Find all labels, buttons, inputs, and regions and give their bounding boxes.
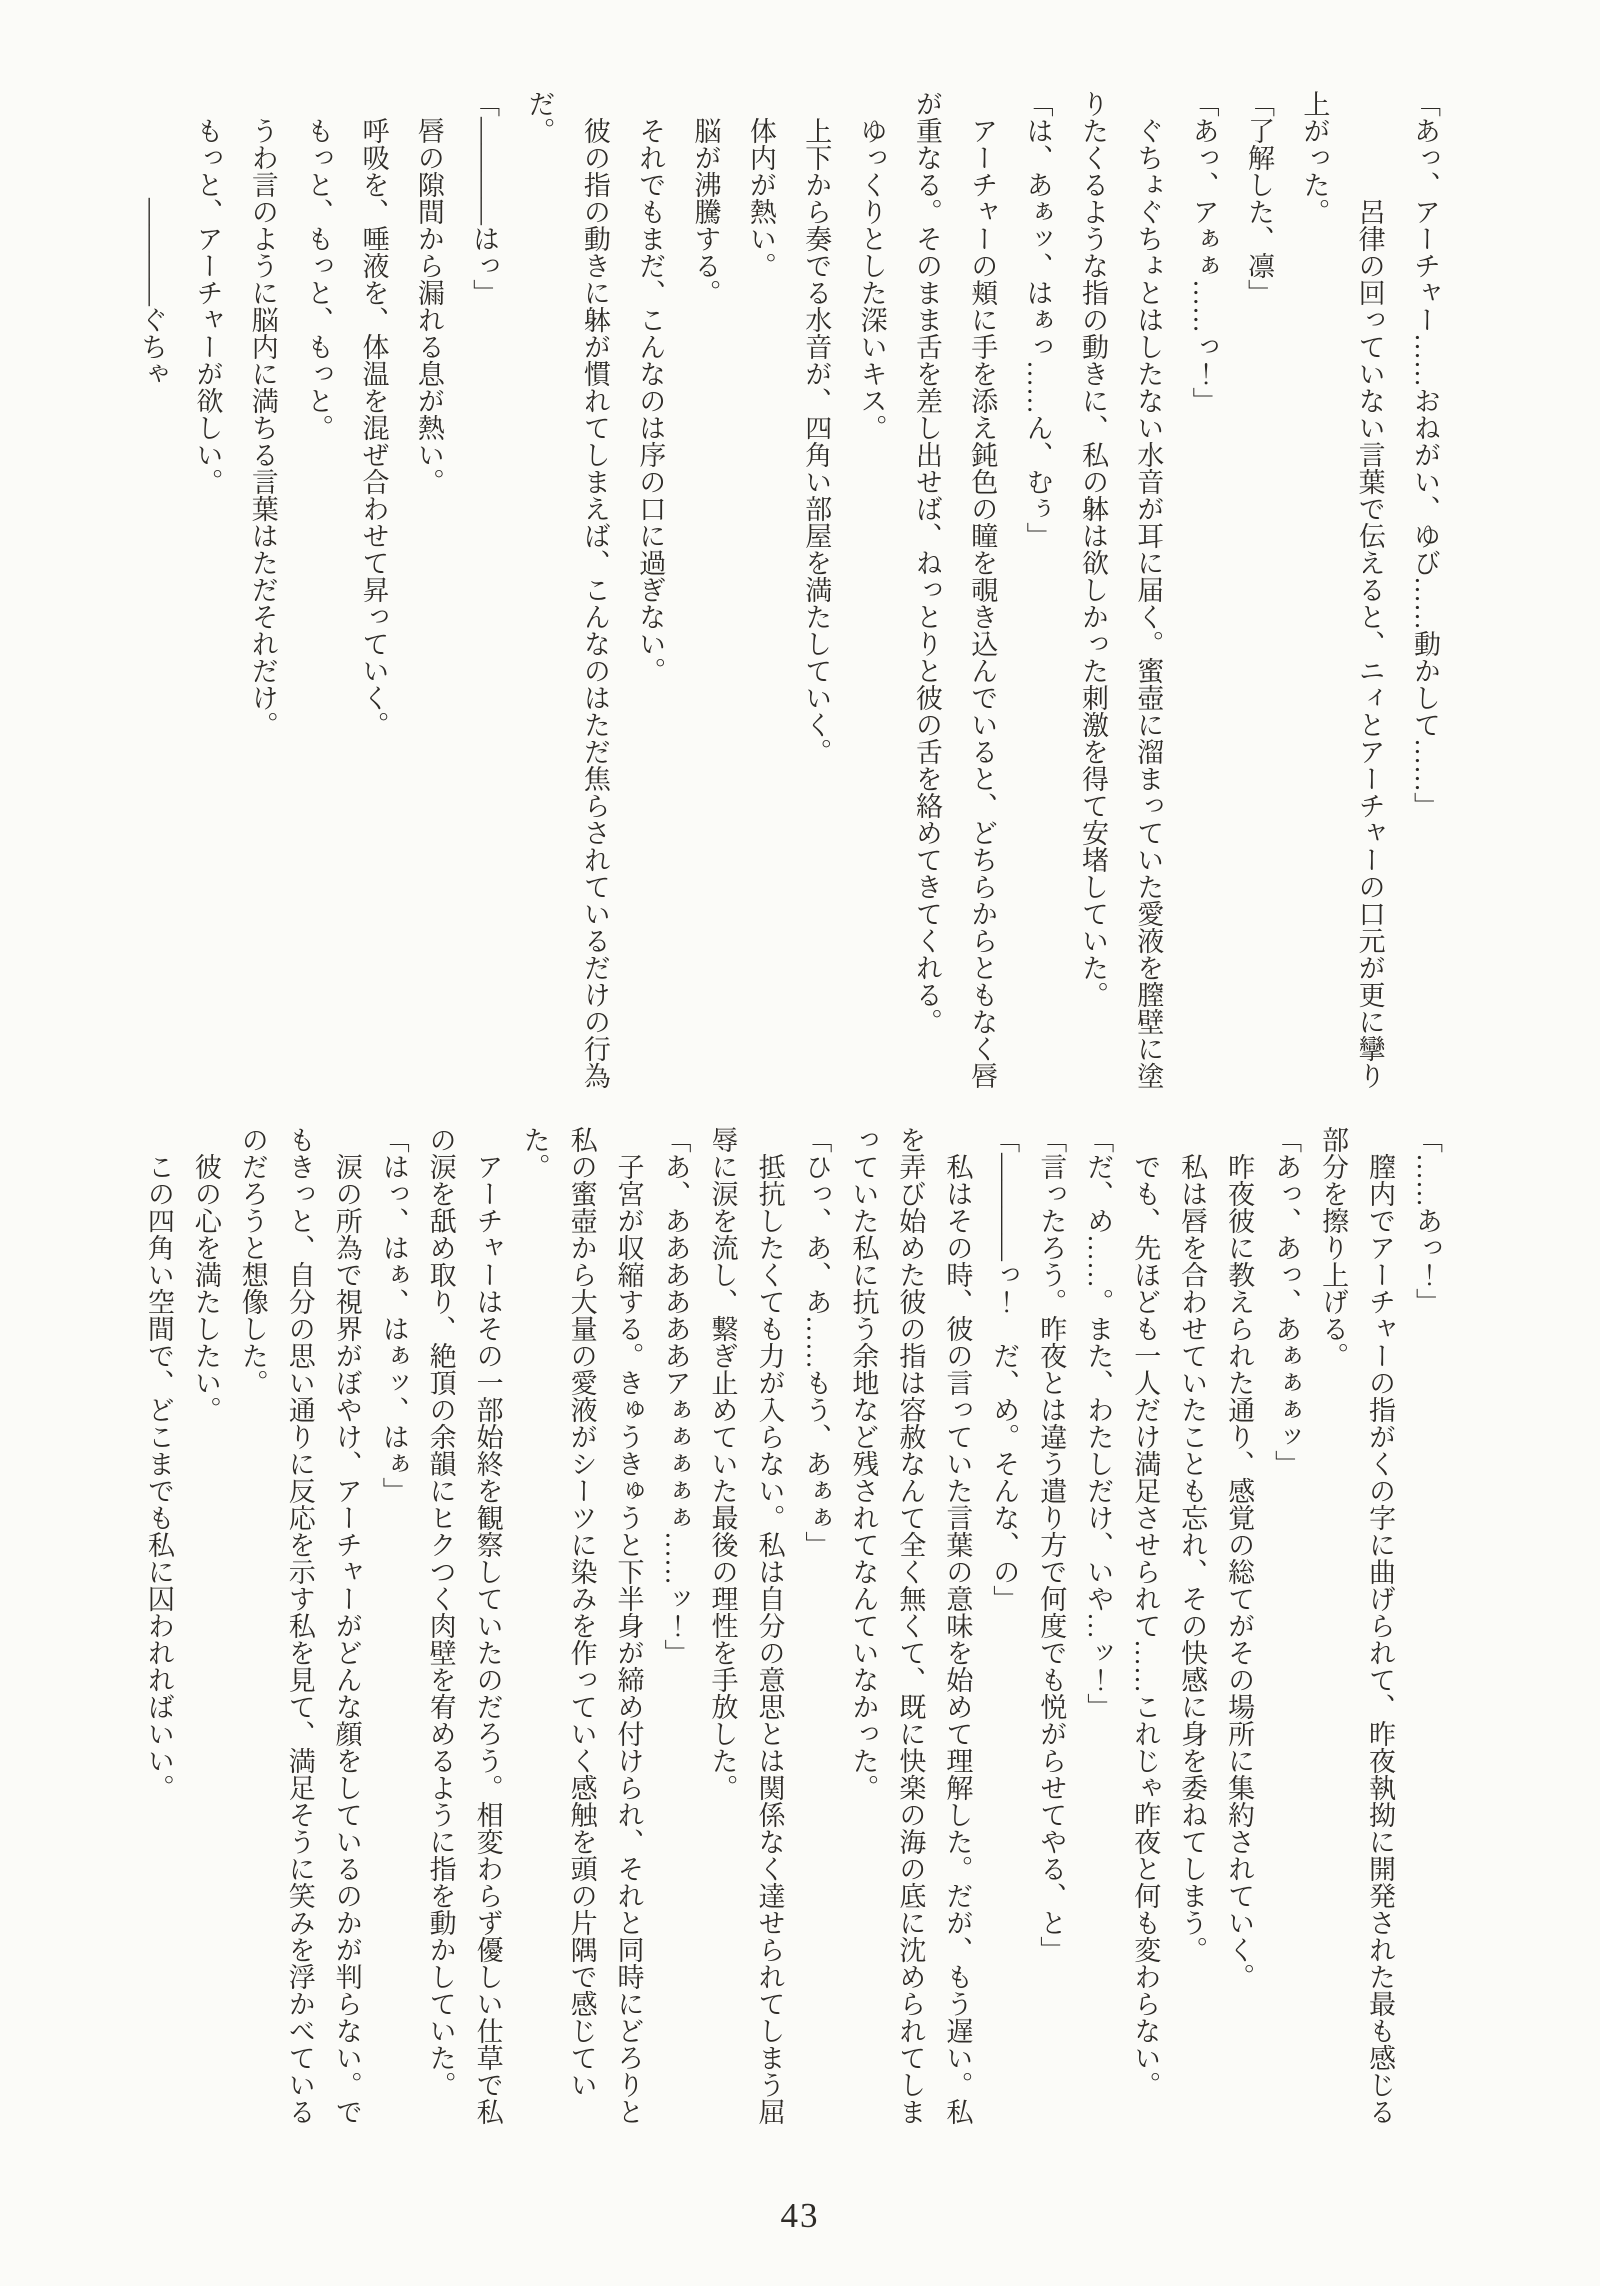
paragraph: 彼の心を満たしたい。 xyxy=(190,1153,221,1423)
paragraph: ゆっくりとした深いキス。 xyxy=(856,117,887,441)
paragraph: 「あっ、アぁぁ……っ！」 xyxy=(1188,90,1219,414)
paragraph: ぐちょぐちょとはしたない水音が耳に届く。蜜壺に溜まっていた愛液を膣壁に塗りたくるような指の動きに、私の躰は欲しかった刺激を得て安堵していた。 xyxy=(1077,90,1164,1089)
paragraph: それでもまだ、こんなのは序の口に過ぎない。 xyxy=(635,117,666,684)
text-block-lower xyxy=(120,1126,1450,2128)
paragraph: 「……あっ！」 xyxy=(1412,1126,1442,1315)
page-number: 43 xyxy=(780,2196,820,2235)
paragraph: 「――――はっ」 xyxy=(469,90,500,306)
paragraph: うわ言のように脳内に満ちる言葉はただそれだけ。 xyxy=(247,117,278,738)
paragraph: 「はっ、はぁ、はぁッ、はぁ」 xyxy=(378,1126,409,1504)
paragraph: もっと、アーチャーが欲しい。 xyxy=(192,117,223,495)
paragraph: 膣内でアーチャーの指がくの字に曲げられて、昨夜執拗に開発された最も感じる部分を擦り上げる。 xyxy=(1318,1126,1396,2125)
paragraph: アーチャーの頬に手を添え鈍色の瞳を覗き込んでいると、どちらからともなく唇が重なる。そのまま舌を差し出せば、ねっとりと彼の舌を絡めてきてくれる。 xyxy=(911,90,998,1089)
paragraph: 「あっ、アーチャー……おねがい、ゆび……動かして……」 xyxy=(1410,90,1440,819)
paragraph: 彼の指の動きに躰が慣れてしまえば、こんなのはただ焦らされているだけの行為だ。 xyxy=(524,90,610,1089)
paragraph: 「あ、ああああああアぁぁぁぁぁ……ッ！」 xyxy=(660,1126,691,1666)
paragraph: 涙の所為で視界がぼやけ、アーチャーがどんな顔をしているのかが判らない。でもきっと、自分の思い通りに反応を示す私を見て、満足そうに笑みを浮かべているのだろうと想像した。 xyxy=(237,1126,362,2125)
paragraph: 抵抗したくても力が入らない。私は自分の意思とは関係なく達せられてしまう屈辱に涙を流し、繋ぎ止めていた最後の理性を手放した。 xyxy=(707,1126,785,2125)
paragraph: でも、先ほども一人だけ満足させられて……これじゃ昨夜と何も変わらない。 xyxy=(1130,1153,1161,2098)
paragraph: 「あっ、あっ、あぁぁぁッ」 xyxy=(1271,1126,1302,1477)
paragraph: 子宮が収縮する。きゅうきゅうと下半身が締め付けられ、それと同時にどろりと私の蜜壺から大量の愛液がシーツに染みを作っていく感触を頭の片隅で感じていた。 xyxy=(519,1126,644,2125)
text-block-upper xyxy=(122,90,1452,1092)
paragraph: 呼吸を、唾液を、体温を混ぜ合わせて昇っていく。 xyxy=(358,117,389,738)
paragraph: 脳が沸騰する。 xyxy=(690,117,721,306)
paragraph: 体内が熱い。 xyxy=(745,117,776,279)
paragraph: 「――――っ！ だ、め。そんな、の」 xyxy=(989,1126,1020,1612)
paragraph: 私は唇を合わせていたことも忘れ、その快感に身を委ねてしまう。 xyxy=(1177,1153,1208,1963)
paragraph: 「は、あぁッ、はぁっ……ん、むぅ」 xyxy=(1022,90,1053,549)
paragraph: 昨夜彼に教えられた通り、感覚の総てがその場所に集約されていく。 xyxy=(1224,1153,1255,1990)
paragraph: ――――ぐちゃ xyxy=(137,198,168,387)
paragraph: 「了解した、凛」 xyxy=(1243,90,1274,306)
paragraph: 呂律の回っていない言葉で伝えると、ニィとアーチャーの口元が更に攣り上がった。 xyxy=(1299,90,1385,1089)
paragraph: 私はその時、彼の言っていた言葉の意味を始めて理解した。だが、もう遅い。私を弄び始めた彼の指は容赦なんて全く無くて、既に快楽の海の底に沈められてしまっていた私に抗う余地など残されてなんていなかった。 xyxy=(848,1126,973,2125)
paragraph: 上下から奏でる水音が、四角い部屋を満たしていく。 xyxy=(801,117,832,765)
paragraph: アーチャーはその一部始終を観察していたのだろう。相変わらず優しい仕草で私の涙を舐め取り、絶頂の余韻にヒクつく肉壁を宥めるように指を動かしていた。 xyxy=(425,1126,503,2125)
paragraph: 「ひっ、あ、あ……もう、あぁぁ」 xyxy=(801,1126,832,1558)
paragraph: 「だ、め……。また、わたしだけ、いや…ッ！」 xyxy=(1083,1126,1114,1720)
paragraph: 「言ったろう。昨夜とは違う遣り方で何度でも悦がらせてやる、と」 xyxy=(1036,1126,1067,1963)
paragraph: もっと、もっと、もっと。 xyxy=(303,117,334,441)
paragraph: この四角い空間で、どこまでも私に囚われればいい。 xyxy=(143,1153,174,1801)
paragraph: 唇の隙間から漏れる息が熱い。 xyxy=(413,117,444,495)
